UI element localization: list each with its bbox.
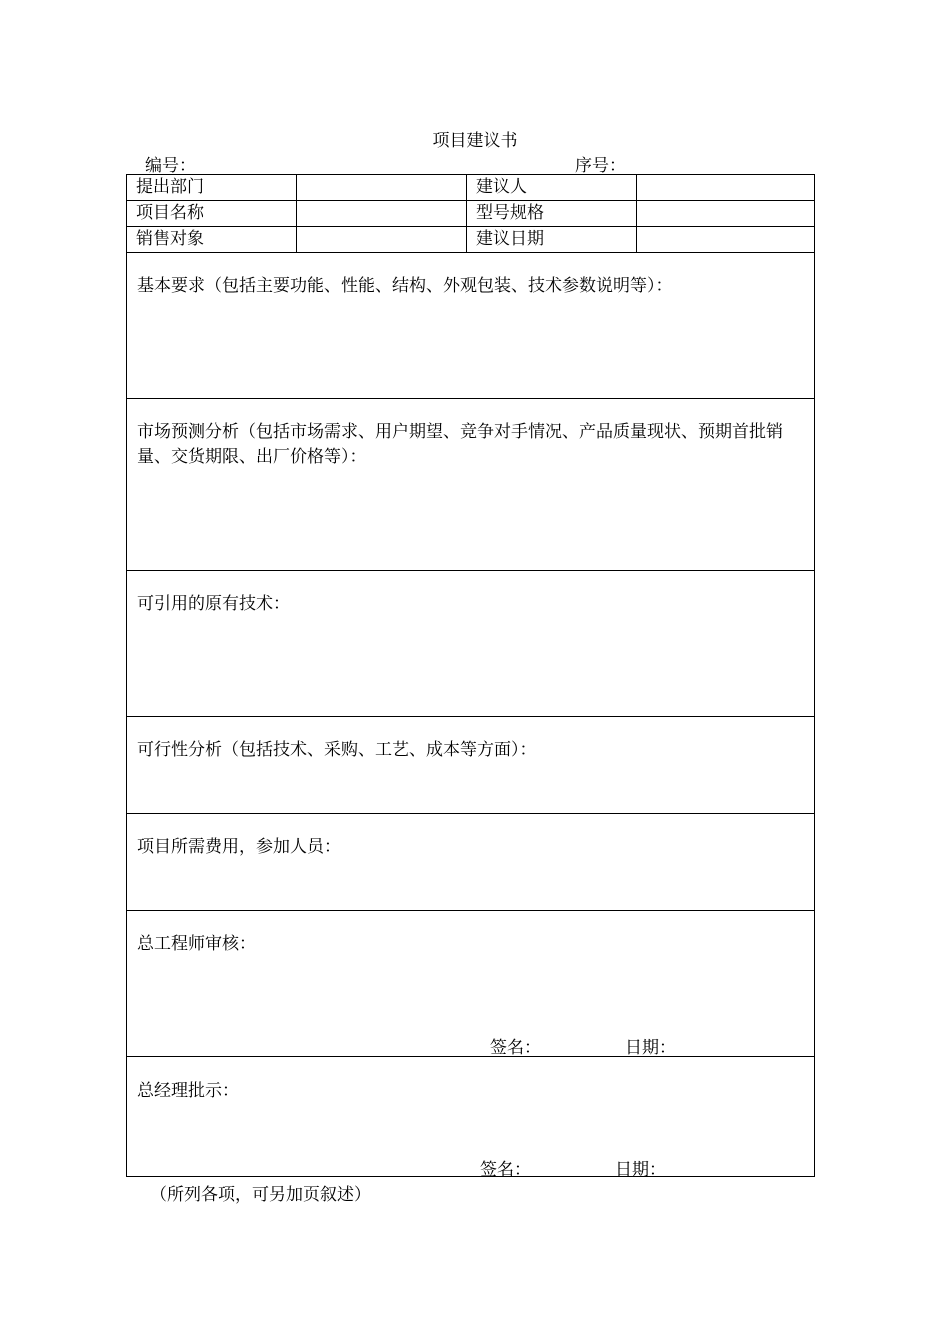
- label-proposer: 建议人: [476, 177, 527, 197]
- serial-label: 序号：: [575, 156, 626, 176]
- proposal-form: [126, 174, 815, 1180]
- section-cost-personnel[interactable]: 项目所需费用，参加人员：: [137, 837, 341, 857]
- grid-line: [127, 910, 814, 911]
- section-basic-requirements[interactable]: 基本要求（包括主要功能、性能、结构、外观包装、技术参数说明等）：: [137, 276, 673, 296]
- grid-line: [127, 813, 814, 814]
- section-existing-tech[interactable]: 可引用的原有技术：: [137, 594, 290, 614]
- grid-line: [636, 175, 637, 252]
- label-sales-target: 销售对象: [136, 229, 204, 249]
- grid-line: [127, 398, 814, 399]
- footer-note: （所列各项，可另加页叙述）: [150, 1185, 371, 1205]
- input-project-name[interactable]: [302, 201, 460, 226]
- grid-line: [127, 716, 814, 717]
- input-department[interactable]: [302, 175, 460, 200]
- document-title: 项目建议书: [432, 131, 518, 151]
- engineer-date-label: 日期：: [625, 1038, 676, 1058]
- input-proposer[interactable]: [642, 175, 808, 200]
- section-market-analysis[interactable]: 市场预测分析（包括市场需求、用户期望、竞争对手情况、产品质量现状、预期首批销量、交货期限、出厂价格等）：: [137, 422, 783, 467]
- section-gm-instructions[interactable]: 总经理批示：: [137, 1081, 239, 1101]
- input-proposal-date[interactable]: [642, 227, 808, 252]
- gm-sign-label: 签名：: [480, 1160, 531, 1180]
- input-model-spec[interactable]: [642, 201, 808, 226]
- grid-line: [296, 175, 297, 252]
- section-feasibility[interactable]: 可行性分析（包括技术、采购、工艺、成本等方面）：: [137, 740, 537, 760]
- gm-date-label: 日期：: [615, 1160, 666, 1180]
- label-model-spec: 型号规格: [476, 203, 544, 223]
- grid-line: [127, 1056, 814, 1057]
- grid-line: [127, 252, 814, 253]
- grid-line: [127, 570, 814, 571]
- section-chief-engineer-review[interactable]: 总工程师审核：: [137, 934, 256, 954]
- grid-line: [466, 175, 467, 252]
- label-project-name: 项目名称: [136, 203, 204, 223]
- label-proposal-date: 建议日期: [476, 229, 544, 249]
- label-department: 提出部门: [136, 177, 204, 197]
- engineer-sign-label: 签名：: [490, 1038, 541, 1058]
- number-label: 编号：: [145, 156, 196, 176]
- input-sales-target[interactable]: [302, 227, 460, 252]
